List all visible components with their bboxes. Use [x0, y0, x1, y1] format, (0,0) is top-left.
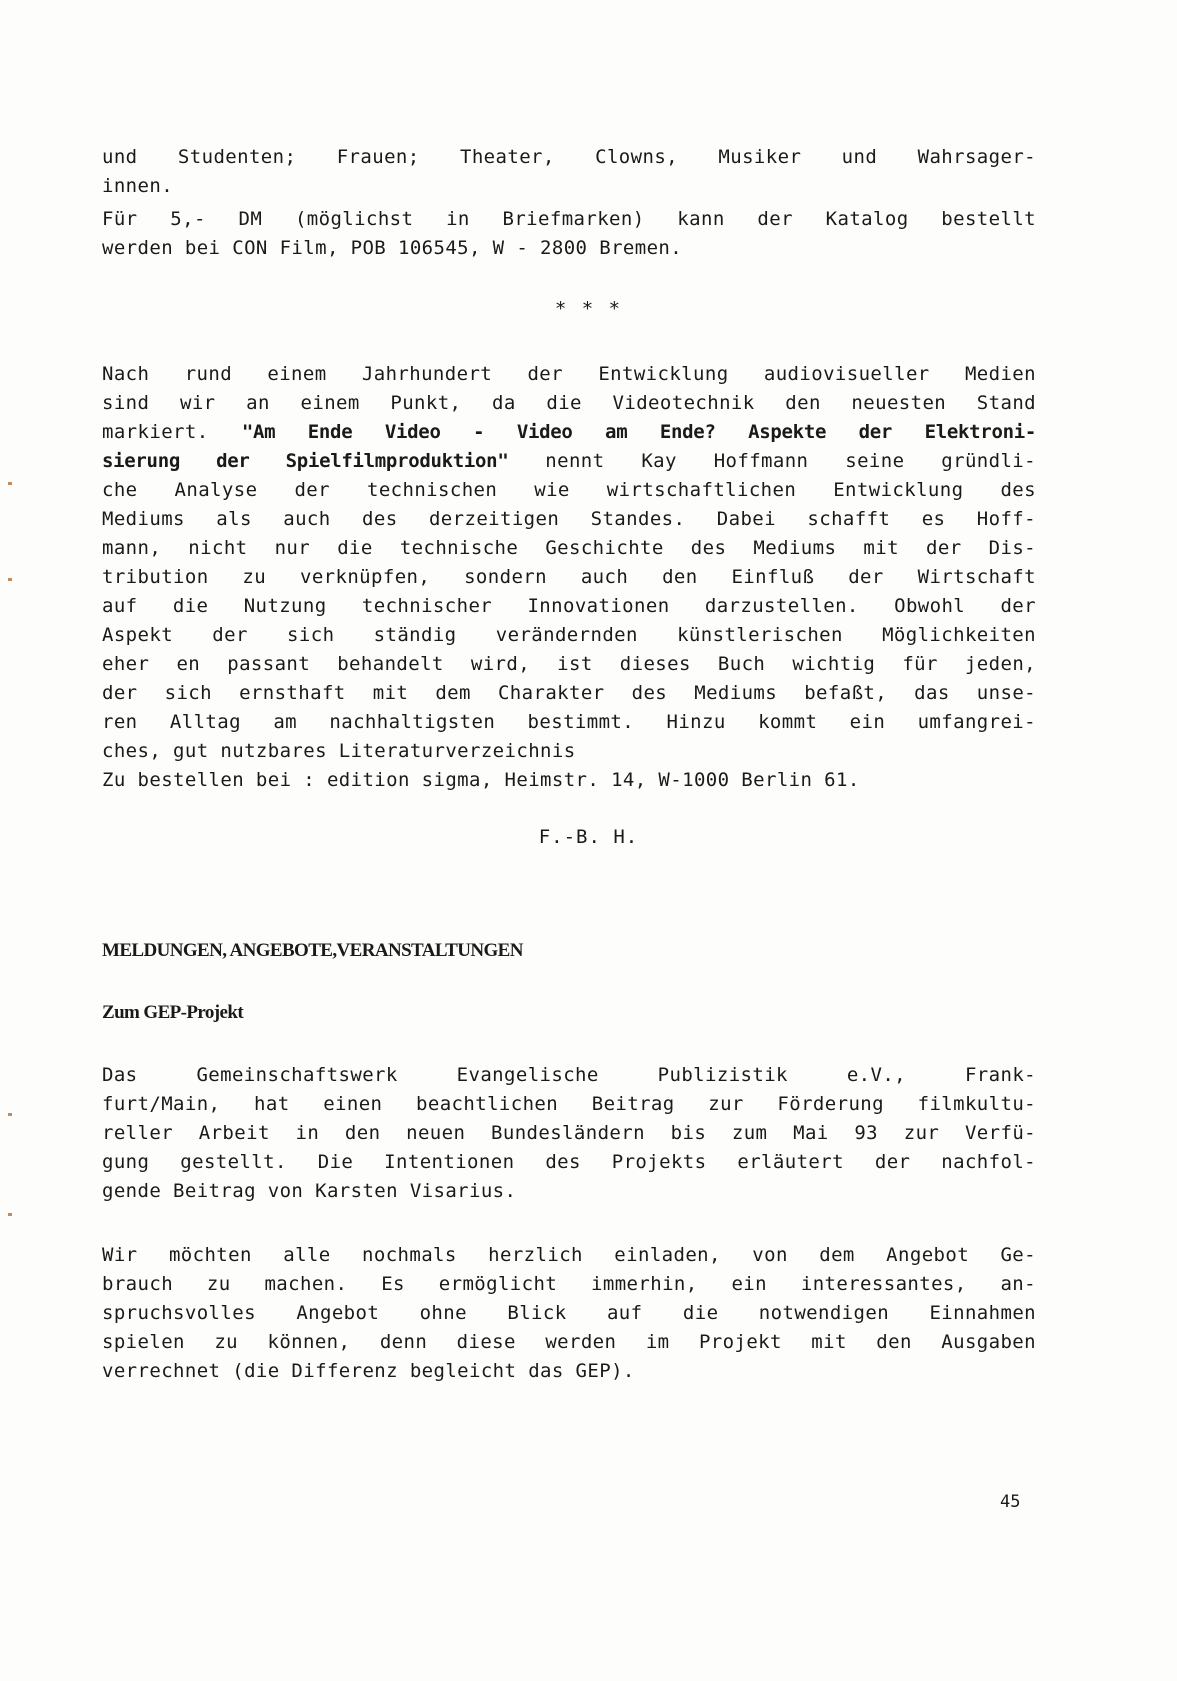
- text-line: mann, nicht nur die technische Geschichte des Mediums mit der Dis-: [102, 537, 1036, 559]
- text-line: [102, 447, 1036, 476]
- book-title: "Am Ende Video - Video am Ende? Aspekte der Elektroni-: [241, 421, 1037, 443]
- text-line: sind wir an einem Punkt, da die Videotechnik den neuesten Stand: [102, 392, 1036, 414]
- text-line: ches, gut nutzbares Literaturverzeichnis: [102, 740, 576, 762]
- text-line: verrechnet (die Differenz begleicht das GEP).: [102, 1360, 635, 1382]
- intro-paragraph: [102, 143, 1036, 263]
- page-number: 45: [1000, 1492, 1021, 1512]
- text-line: tribution zu verknüpfen, sondern auch den Einfluß der Wirtschaft: [102, 566, 1036, 588]
- text-line: gung gestellt. Die Intentionen des Projekts erläutert der nachfol-: [102, 1151, 1036, 1173]
- text-line: innen.: [102, 175, 174, 197]
- text-line: spielen zu können, denn diese werden im Projekt mit den Ausgaben: [102, 1331, 1036, 1353]
- book-review-paragraph: [102, 360, 1036, 795]
- text-line: der sich ernsthaft mit dem Charakter des Mediums befaßt, das unse-: [102, 682, 1036, 704]
- text-line: auf die Nutzung technischer Innovationen darzustellen. Obwohl der: [102, 595, 1036, 617]
- margin-mark: [8, 482, 12, 485]
- sub-heading: Zum GEP-Projekt: [102, 1002, 244, 1023]
- text-line: furt/Main, hat einen beachtlichen Beitrag zur Förderung filmkultu-: [102, 1093, 1036, 1115]
- section-heading: MELDUNGEN, ANGEBOTE,VERANSTALTUNGEN: [102, 940, 523, 961]
- text-line: ren Alltag am nachhaltigsten bestimmt. Hinzu kommt ein umfangrei-: [102, 711, 1036, 733]
- section-separator: * * *: [554, 298, 623, 320]
- book-title-continued: sierung der Spielfilmproduktion": [102, 450, 509, 472]
- text-line: reller Arbeit in den neuen Bundesländern bis zum Mai 93 zur Verfü-: [102, 1122, 1036, 1144]
- text-line: Aspekt der sich ständig verändernden künstlerischen Möglichkeiten: [102, 624, 1036, 646]
- author-signature: F.-B. H.: [538, 826, 639, 848]
- text-line: werden bei CON Film, POB 106545, W - 2800 Bremen.: [102, 237, 683, 259]
- margin-mark: [8, 578, 12, 581]
- text-line: spruchsvolles Angebot ohne Blick auf die notwendigen Einnahmen: [102, 1302, 1036, 1324]
- text-line: Mediums als auch des derzeitigen Standes. Dabei schafft es Hoff-: [102, 508, 1036, 530]
- text-line: brauch zu machen. Es ermöglicht immerhin, ein interessantes, an-: [102, 1273, 1036, 1295]
- text-line: und Studenten; Frauen; Theater, Clowns, Musiker und Wahrsager-: [102, 146, 1036, 168]
- text-line: gende Beitrag von Karsten Visarius.: [102, 1180, 517, 1202]
- invitation-paragraph: [102, 1241, 1036, 1386]
- text-line: Zu bestellen bei : edition sigma, Heimstr. 14, W-1000 Berlin 61.: [102, 769, 860, 791]
- text-line: eher en passant behandelt wird, ist dieses Buch wichtig für jeden,: [102, 653, 1036, 675]
- text-line: Das Gemeinschaftswerk Evangelische Publizistik e.V., Frank-: [102, 1064, 1036, 1086]
- text-segment: markiert.: [102, 421, 242, 443]
- text-line: Wir möchten alle nochmals herzlich einladen, von dem Angebot Ge-: [102, 1244, 1036, 1266]
- text-line: Für 5,- DM (möglichst in Briefmarken) kann der Katalog bestellt: [102, 208, 1036, 230]
- margin-mark: [8, 1113, 12, 1116]
- text-line: [102, 418, 1036, 447]
- text-line: Nach rund einem Jahrhundert der Entwicklung audiovisueller Medien: [102, 363, 1036, 385]
- margin-mark: [8, 1213, 12, 1216]
- gep-project-paragraph: [102, 1061, 1036, 1206]
- text-line: che Analyse der technischen wie wirtschaftlichen Entwicklung des: [102, 479, 1036, 501]
- text-segment: nennt Kay Hoffmann seine gründli-: [508, 450, 1036, 472]
